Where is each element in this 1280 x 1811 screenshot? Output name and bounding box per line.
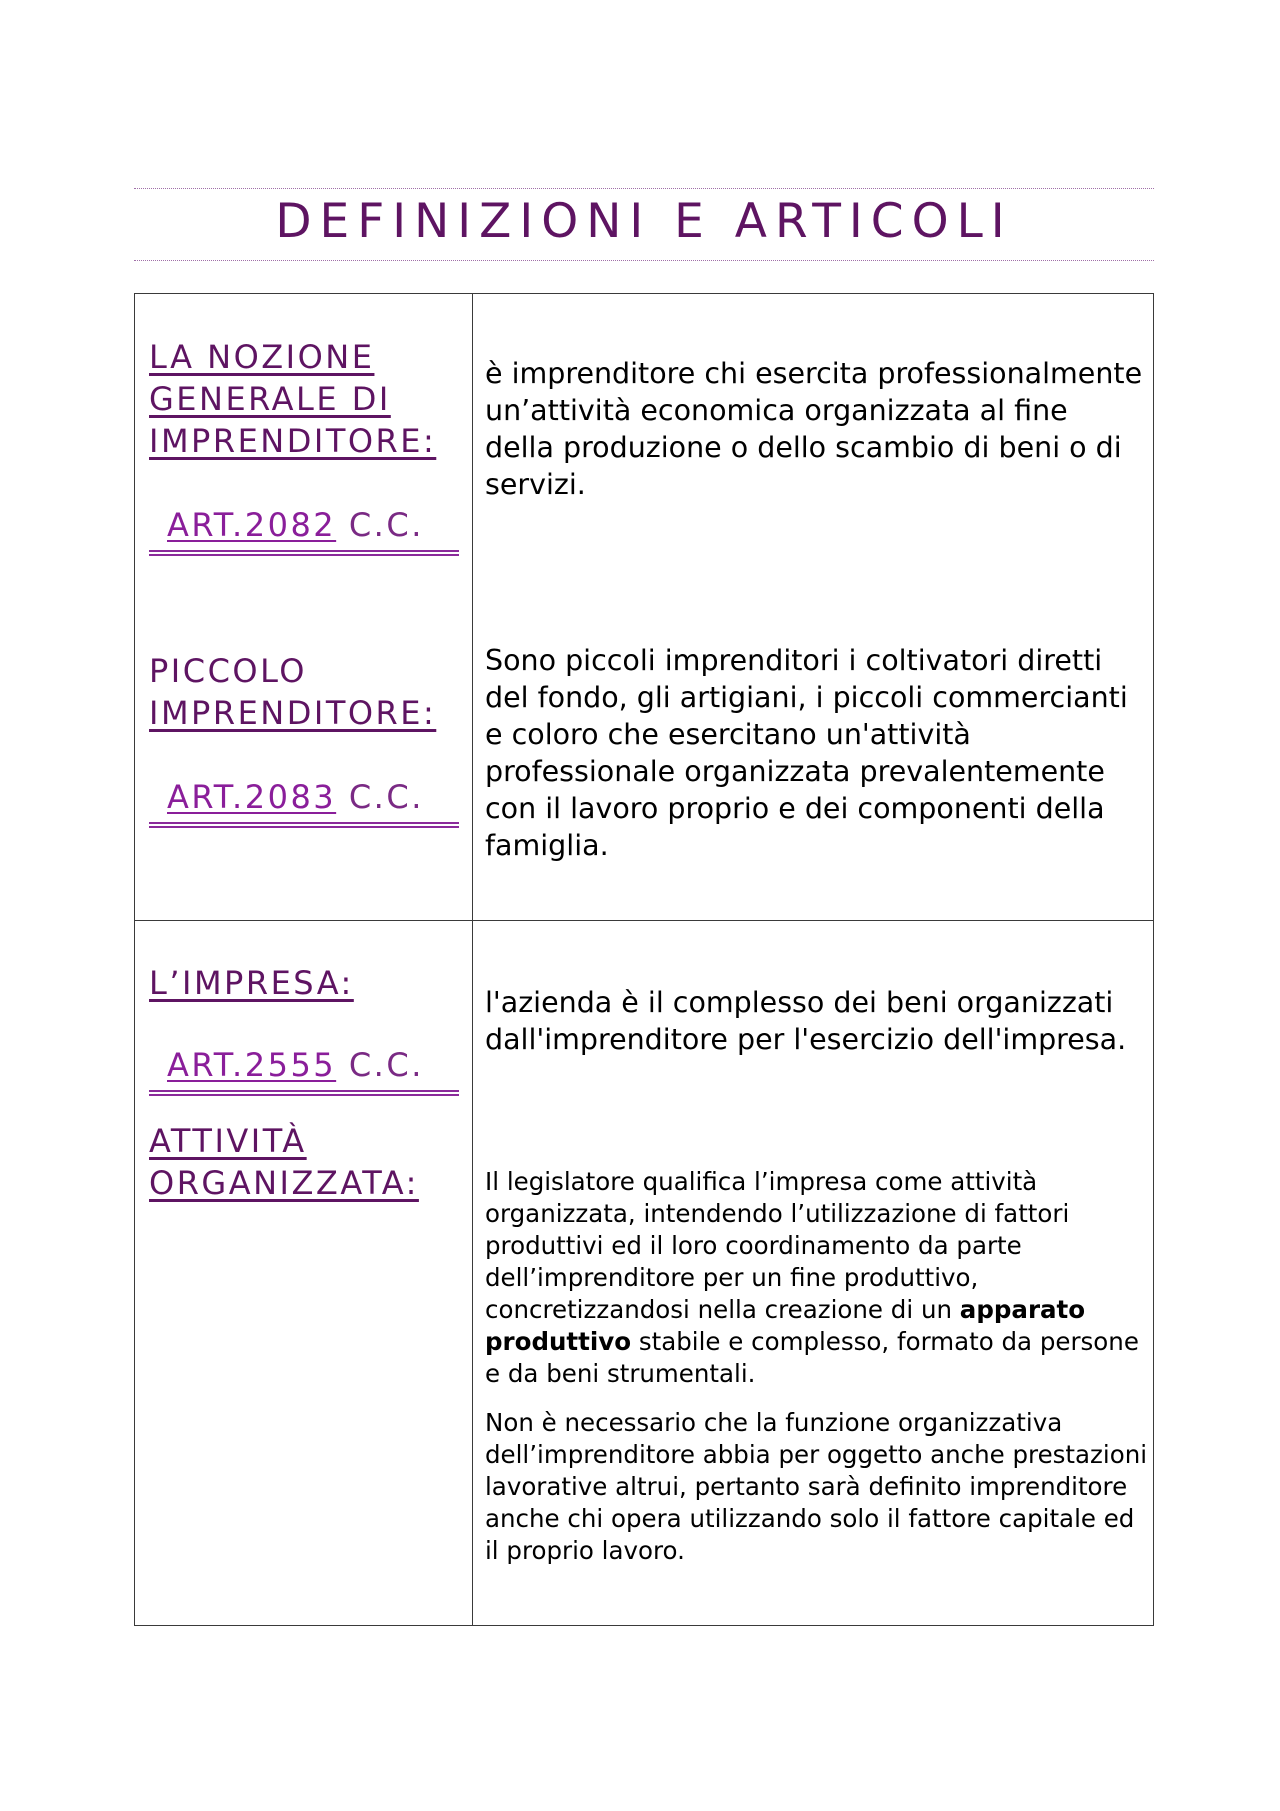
page-title: DEFINIZIONI E ARTICOLI	[275, 194, 1013, 249]
label-impresa: L’IMPRESA:	[149, 964, 354, 1002]
paragraph-funzione-organizzativa: Non è necessario che la funzione organizzativa dell’imprenditore abbia per oggetto anche prestazioni lavorative altrui, pertanto sarà definito imprenditore anche chi opera utilizzando solo il fattore capitale ed il proprio lavoro.	[485, 1408, 1148, 1565]
definitions-table	[134, 293, 1154, 1626]
row-divider	[135, 920, 1153, 921]
title-bottom-rule	[134, 260, 1154, 261]
label-attivita-organizzata: ATTIVITÀ ORGANIZZATA:	[149, 1122, 419, 1202]
column-divider	[472, 294, 473, 1625]
label-piccolo-imprenditore: PICCOLO IMPRENDITORE:	[149, 652, 437, 732]
paragraph-attivita-organizzata: Il legislatore qualifica l’impresa come attività organizzata, intendendo l’utilizzazione di fattori produttivi ed il loro coordinamento da parte dell’imprenditore per un fine produttivo, concretizzandosi nella creazione di un apparato produttivo stabile e complesso, formato da persone e da beni strumentali.	[485, 1167, 1139, 1388]
definition-imprenditore: è imprenditore chi esercita professionalmente un’attività economica organizzata al fine della produzione o dello scambio di beni o di servizi.	[485, 357, 1143, 501]
title-top-rule	[134, 188, 1154, 189]
definition-azienda: l'azienda è il complesso dei beni organizzati dall'imprenditore per l'esercizio dell'impresa.	[485, 986, 1127, 1056]
article-reference-2555[interactable]: ART.2555 C.C.	[149, 1044, 459, 1096]
article-reference-2082[interactable]: ART.2082 C.C.	[149, 504, 459, 556]
definition-piccolo-imprenditore: Sono piccoli imprenditori i coltivatori diretti del fondo, gli artigiani, i piccoli commercianti e coloro che esercitano un'attività professionale organizzata prevalentemente con il lavoro proprio e dei componenti della famiglia.	[485, 644, 1128, 862]
article-reference-2083[interactable]: ART.2083 C.C.	[149, 776, 459, 828]
label-nozione-generale: LA NOZIONE GENERALE DI IMPRENDITORE:	[149, 338, 437, 460]
bold-apparato-produttivo: apparato produttivo	[485, 1295, 1086, 1356]
